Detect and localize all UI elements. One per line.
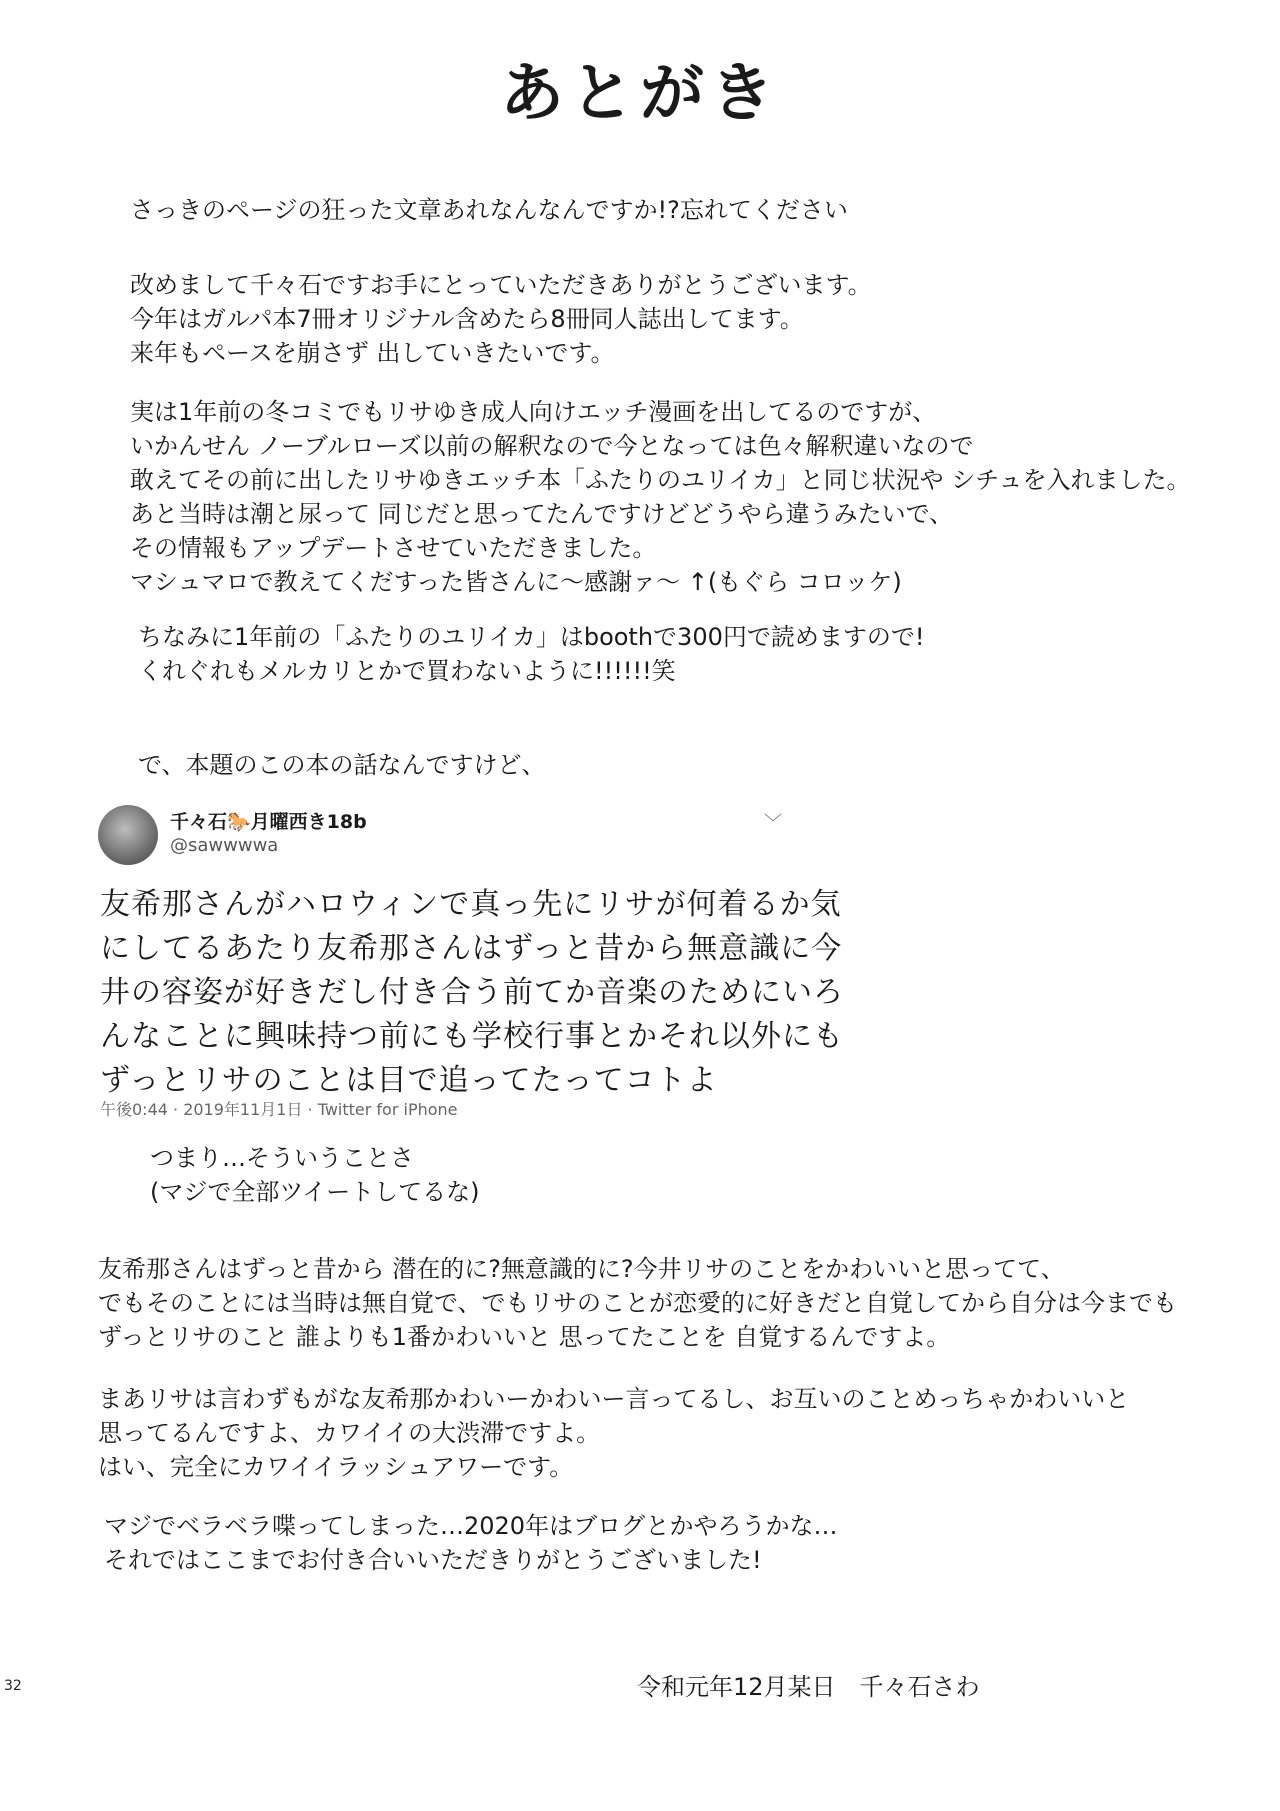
tweet-line: んなことに興味持つ前にも学校行事とかそれ以外にも	[100, 1019, 844, 1054]
avatar	[98, 805, 158, 865]
text-line: 敢えてその前に出したリサゆきエッチ本「ふたりのユリイカ」と同じ状況や シチュを入れました。	[130, 466, 1191, 494]
text-line: 友希那さんはずっと昔から 潜在的に?無意識的に?今井リサのことをかわいいと思ってて、	[98, 1255, 1065, 1283]
text-line: その情報もアップデートさせていただきました。	[130, 534, 657, 562]
text-line: はい、完全にカワイイラッシュアワーです。	[98, 1453, 574, 1481]
text-line: 来年もペースを崩さず 出していきたいです。	[130, 339, 615, 367]
signature-date: 令和元年12月某日 千々石さわ	[637, 1673, 980, 1701]
text-line: (マジで全部ツイートしてるな)	[150, 1178, 480, 1206]
paragraph-lisa	[98, 1382, 1129, 1484]
text-line: マジでベラベラ喋ってしまった…2020年はブログとかやろうかな…	[104, 1512, 838, 1540]
page-number: 32	[4, 1678, 22, 1694]
text-line: それではここまでお付き合いいただきりがとうございました!	[104, 1546, 762, 1574]
paragraph-booth	[138, 620, 924, 688]
paragraph-closing	[104, 1509, 838, 1577]
paragraph-background	[130, 395, 1191, 599]
tweet-author-name: 千々石🐎月曜西き18b	[170, 811, 367, 833]
tweet-body	[100, 883, 844, 1103]
text-line: マシュマロで教えてくだすった皆さんに〜感謝ァ〜 ↑(もぐら コロッケ)	[130, 568, 902, 596]
tweet-line: にしてるあたり友希那さんはずっと昔から無意識に今	[100, 931, 843, 966]
text-line: まあリサは言わずもがな友希那かわいーかわいー言ってるし、お互いのことめっちゃかわいいと	[98, 1385, 1130, 1413]
page-title: あとがき	[500, 57, 780, 131]
text-line: さっきのページの狂った文章あれなんなんですか!?忘れてください	[130, 196, 848, 224]
paragraph-yukina	[98, 1252, 1177, 1354]
paragraph-conclusion	[150, 1141, 480, 1209]
text-line: 今年はガルパ本7冊オリジナル含めたら8冊同人誌出してます。	[130, 305, 804, 333]
text-line: で、本題のこの本の話なんですけど、	[138, 751, 546, 779]
text-line: 実は1年前の冬コミでもリサゆき成人向けエッチ漫画を出してるのですが、	[130, 398, 937, 426]
text-line: ちなみに1年前の「ふたりのユリイカ」はboothで300円で読めますので!	[138, 623, 925, 651]
tweet-timestamp: 午後0:44 · 2019年11月1日 · Twitter for iPhone	[100, 1100, 458, 1119]
tweet-line: 友希那さんがハロウィンで真っ先にリサが何着るか気	[100, 887, 842, 922]
text-line: つまり…そういうことさ	[150, 1144, 414, 1172]
tweet-line: 井の容姿が好きだし付き合う前てか音楽のためにいろ	[100, 975, 844, 1010]
text-line: 思ってるんですよ、カワイイの大渋滞ですよ。	[98, 1419, 601, 1447]
tweet-line: ずっとリサのことは目で追ってたってコトよ	[100, 1063, 718, 1098]
text-line: ずっとリサのこと 誰よりも1番かわいいと 思ってたことを 自覚するんですよ。	[98, 1323, 951, 1351]
text-line: いかんせん ノーブルローズ以前の解釈なので今となっては色々解釈違いなので	[130, 432, 974, 460]
text-line: くれぐれもメルカリとかで買わないように!!!!!!笑	[138, 657, 676, 685]
paragraph-greeting	[130, 268, 872, 370]
paragraph-main-topic	[138, 748, 546, 782]
text-line: 改めまして千々石ですお手にとっていただきありがとうございます。	[130, 271, 872, 299]
paragraph-forget	[130, 193, 848, 227]
chevron-down-icon: ﹀	[764, 813, 782, 834]
text-line: あと当時は潮と尿って 同じだと思ってたんですけどどうやら違うみたいで、	[130, 500, 954, 528]
text-line: でもそのことには当時は無自覚で、でもリサのことが恋愛的に好きだと自覚してから自分は今までも	[98, 1289, 1178, 1317]
tweet-author-handle: @sawwwwa	[170, 835, 279, 856]
